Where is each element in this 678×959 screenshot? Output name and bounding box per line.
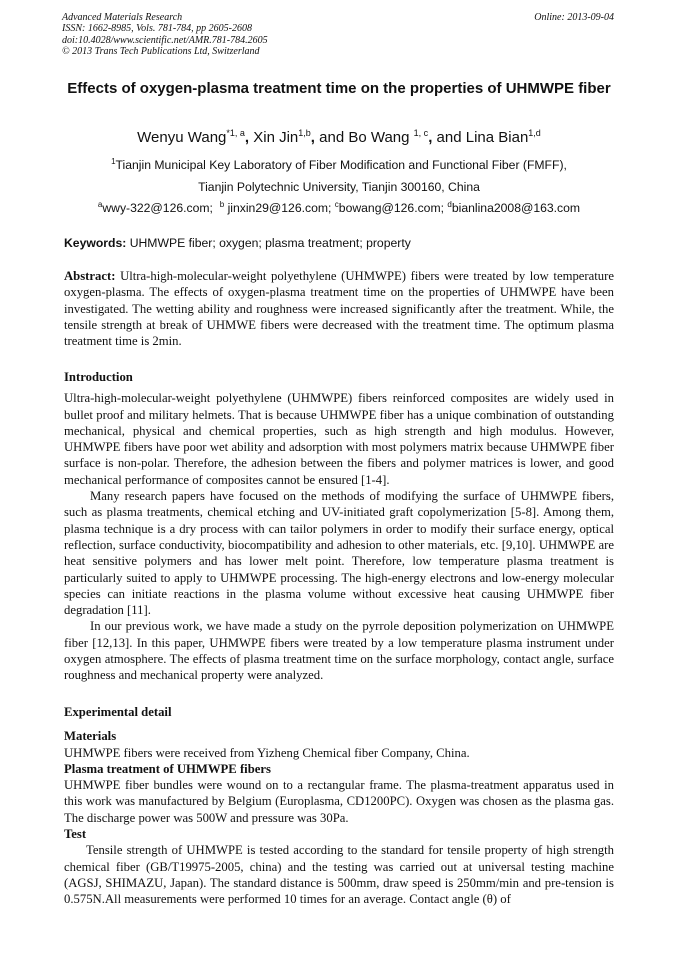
subsection-heading: Test (64, 827, 87, 842)
author-name: Bo Wang (348, 129, 410, 146)
author-marks: *1, a (226, 128, 245, 138)
online-date: Online: 2013-09-04 (534, 12, 614, 23)
section-heading: Introduction (64, 370, 133, 384)
paper-title: Effects of oxygen-plasma treatment time on the properties of UHMWPE fiber (67, 80, 611, 97)
email-mark: b (219, 200, 225, 209)
keywords-line (64, 236, 614, 250)
journal-header (62, 12, 614, 57)
issn-line: ISSN: 1662-8985, Vols. 781-784, pp 2605-2608 (62, 23, 252, 35)
affiliation-line-1 (60, 158, 618, 173)
paragraph: Many research papers have focused on the methods of modifying the surface of UHMWPE fibers, such as plasma treatments, chemical etching and UV-initiated graft copolymerization [5-8]. Among them, plasma technique is a dry process with can tailor polymers in order to modify their surface energy, optical reflection, surface conductivity, biocompatibility and adhesion to other materials, etc. [9,10]. UHMWPE are heat sensitive polymers and has lower melt point. Therefore, low temperature plasma treatment is particularly suited to apply to UHMWPE processing. The high-energy electrons and low-energy molecular species can initiate reactions in the plasma volume without excessive heat causing UHMWPE fiber degradation [11]. (64, 489, 614, 618)
email-address: bowang@126.com; (338, 201, 444, 215)
doi-line: doi:10.4028/www.scientific.net/AMR.781-784.2605 (62, 34, 268, 46)
email-mark: d (447, 200, 452, 209)
author-marks: 1, c (413, 128, 429, 138)
abstract-text: Ultra-high-molecular-weight polyethylene (UHMWPE) fibers were treated by low temperature oxygen-plasma. The effects of oxygen-plasma treatment time on the properties of UHMWPE have been investigated. The wetting ability and roughness were increased significantly after the treatment. While, the tensile strength at break of UHMWE fibers were decreased with the treatment time. The optimum plasma treatment time is 2min. (64, 269, 615, 349)
experimental-section (64, 704, 614, 908)
paragraph: Ultra-high-molecular-weight polyethylene (UHMWPE) fibers reinforced composites are widely used in bullet proof and military helmets. That is because UHMWPE fiber has a unique combination of outstanding mechanical, physical and chemical properties, such as high strength and high modulus. However, UHMWPE fibers have poor wet ability and adsorption with most polymers matrix because UHMWPE fiber surface is non-polar. Therefore, the adhesion between the fibers and polymer matrices is lower, and good mechanical performance of composites cannot be ensured [1-4]. (64, 391, 614, 487)
abstract (64, 268, 614, 349)
affiliation-mark: 1 (111, 157, 116, 166)
email-mark: c (334, 200, 339, 209)
paragraph: In our previous work, we have made a study on the pyrrole deposition polymerization on UHMWPE fiber [12,13]. In this paper, UHMWPE fibers were treated by a low temperature plasma instrument under oxygen atmosphere. The effects of plasma treatment time on the surface morphology, contact angle, surface roughness and mechanical property were analyzed. (64, 619, 614, 683)
journal-name: Advanced Materials Research (62, 12, 183, 23)
keywords-label: Keywords: (64, 236, 127, 250)
affiliation-text: Tianjin Municipal Key Laboratory of Fiber Modification and Functional Fiber (FMFF), (115, 158, 567, 172)
subsection-heading: Materials (64, 729, 117, 744)
copyright-line: © 2013 Trans Tech Publications Ltd, Switzerland (62, 45, 260, 57)
section-heading: Experimental detail (64, 705, 172, 719)
email-line (60, 201, 618, 216)
paragraph: UHMWPE fiber bundles were wound on to a rectangular frame. The plasma-treatment apparatus used in this work was manufactured by Belgium (Europlasma, CD1200PC). Oxygen was chosen as the plasma gas. The discharge power was 500W and pressure was 30Pa. (64, 778, 614, 825)
author-name: Lina Bian (465, 129, 529, 146)
author-name: Xin Jin (253, 129, 299, 146)
introduction-section (64, 369, 614, 684)
subsection-heading: Plasma treatment of UHMWPE fibers (64, 761, 271, 776)
email-address: jinxin29@126.com; (227, 201, 332, 215)
email-address: bianlina2008@163.com (451, 201, 581, 215)
paragraph: UHMWPE fibers were received from Yizheng Chemical fiber Company, China. (64, 745, 470, 760)
email-mark: a (97, 200, 103, 209)
email-address: wwy-322@126.com; (102, 201, 213, 215)
author-marks: 1,d (528, 128, 541, 138)
author-name: Wenyu Wang (137, 129, 227, 146)
paragraph: Tensile strength of UHMWPE is tested according to the standard for tensile property of high strength chemical fiber (GB/T19975-2005, china) and the testing was carried out at universal testing machine (AGSJ, SHIMAZU, Japan). The standard distance is 500mm, draw speed is 250mm/min and pre-tension is 0.575N.All measurements were performed 10 times for an average. Contact angle (θ) of (64, 843, 614, 907)
keywords-text: UHMWPE fiber; oxygen; plasma treatment; property (129, 236, 411, 250)
affiliation-line-2: Tianjin Polytechnic University, Tianjin 300160, China (198, 180, 480, 194)
author-list: Wenyu Wang$^{*1, a}$, Xin Jin$^{1,b}$, and Bo Wang $^{1, c}$, and Lina Bian$^{1,d}$ (137, 128, 541, 146)
abstract-label: Abstract: (64, 269, 116, 283)
author-marks: 1,b (298, 128, 311, 138)
